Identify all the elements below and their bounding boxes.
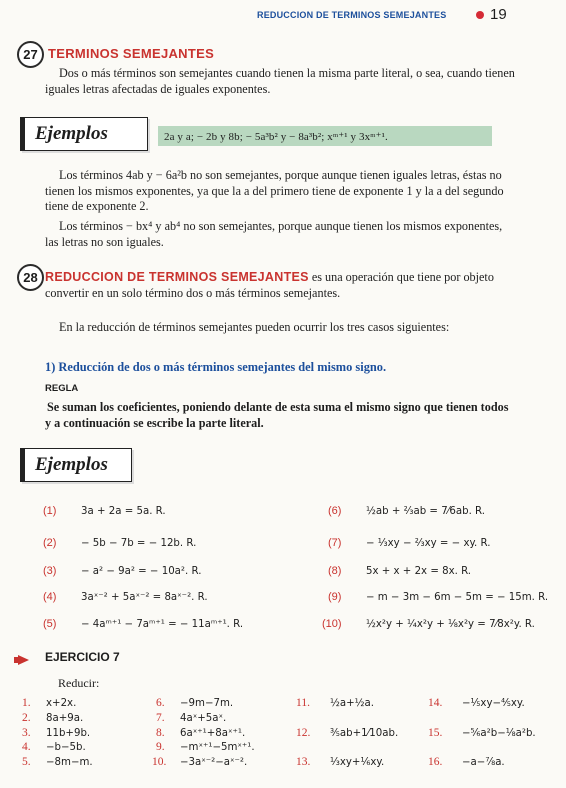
ejemplos-box-1: Ejemplos [20,117,148,151]
section-number-27: 27 [17,41,44,68]
example-9: (9) − m − 3m − 6m − 5m = − 15m. R. [328,591,549,603]
exercise-item: 13. ⅓xy+⅙xy. [296,756,385,768]
example-3: (3) − a² − 9a² = − 10a². R. [43,565,202,577]
example-6: (6) ½ab + ⅔ab = 7⁄6ab. R. [328,505,485,517]
exercise-item: 5. −8m−m. [22,756,93,768]
exercise-item: 7. 4aˣ+5aˣ. [156,712,227,724]
example-7: (7) − ⅓xy − ⅔xy = − xy. R. [328,537,491,549]
exercise-item: 6. −9m−7m. [156,697,234,709]
section28-intro [45,270,515,301]
example-10: (10) ½x²y + ¼x²y + ⅛x²y = 7⁄8x²y. R. [322,618,535,630]
exercise-item: 1. x+2x. [22,697,77,709]
exercise-item: 2. 8a+9a. [22,712,84,724]
page-number: 19 [490,6,507,23]
exercise-item: 14. −⅕xy−⅘xy. [428,697,525,709]
section-title-28: REDUCCION DE TERMINOS SEMEJANTES [45,270,309,284]
case-1-heading: 1) Reducción de dos o más términos semejantes del mismo signo. [45,360,387,374]
section28-paragraph-2: En la reducción de términos semejantes pueden ocurrir los tres casos siguientes: [59,320,450,334]
examples-bar-text: 2a y a; − 2b y 8b; − 5a³b² y − 8a³b²; xᵐ⁺¹ y 3xᵐ⁺¹. [164,130,388,143]
example-2: (2) − 5b − 7b = − 12b. R. [43,537,197,549]
section27-paragraph-2: Los términos 4ab y − 6a²b no son semejantes, porque aunque tienen iguales letras, éstas no tienen los mismos exponentes, ya que la a del primero tiene de exponente 1 y la a del segundo tiene de exponente 2. [45,168,504,214]
exercise-item: 11. ½a+½a. [296,697,375,709]
header-dot-icon [476,11,484,19]
exercise-instruction: Reducir: [58,676,100,690]
exercise-item: 10. −3aˣ⁻²−aˣ⁻². [152,756,248,768]
section-title-27: TERMINOS SEMEJANTES [48,46,215,61]
section27-definition: Dos o más términos son semejantes cuando tienen la misma parte literal, o sea, cuando tienen iguales letras afectadas de iguales exponentes. [45,66,515,96]
regla-text: Se suman los coeficientes, poniendo delante de esta suma el mismo signo que tienen todos y a continuación se escribe la parte literal. [45,400,509,430]
ejemplos-box-2: Ejemplos [20,448,132,482]
example-5: (5) − 4aᵐ⁺¹ − 7aᵐ⁺¹ = − 11aᵐ⁺¹. R. [43,618,244,630]
exercise-item: 3. 11b+9b. [22,727,91,739]
exercise-item: 12. ⅗ab+1⁄10ab. [296,727,399,739]
exercise-item: 15. −⅚a²b−⅛a²b. [428,727,536,739]
exercise-bullet-icon [18,655,29,665]
exercise-title: EJERCICIO 7 [45,650,120,664]
section27-paragraph-3: Los términos − bx⁴ y ab⁴ no son semejantes, porque aunque tienen los mismos exponentes, las letras no son iguales. [45,219,503,249]
exercise-item: 16. −a−⅞a. [428,756,505,768]
example-8: (8) 5x + x + 2x = 8x. R. [328,565,472,577]
section-number-28: 28 [17,264,44,291]
example-1: (1) 3a + 2a = 5a. R. [43,505,166,517]
exercise-item: 9. −mˣ⁺¹−5mˣ⁺¹. [156,741,255,753]
example-4: (4) 3aˣ⁻² + 5aˣ⁻² = 8aˣ⁻². R. [43,591,208,603]
exercise-item: 4. −b−5b. [22,741,86,753]
examples-highlight-bar [158,126,492,146]
regla-label: REGLA [45,383,79,394]
exercise-item: 8. 6aˣ⁺¹+8aˣ⁺¹. [156,727,246,739]
section28-intro-text: es una operación que tiene por objeto convertir en un solo término dos o más términos semejantes. [45,270,494,300]
running-header: REDUCCION DE TERMINOS SEMEJANTES [257,10,447,20]
